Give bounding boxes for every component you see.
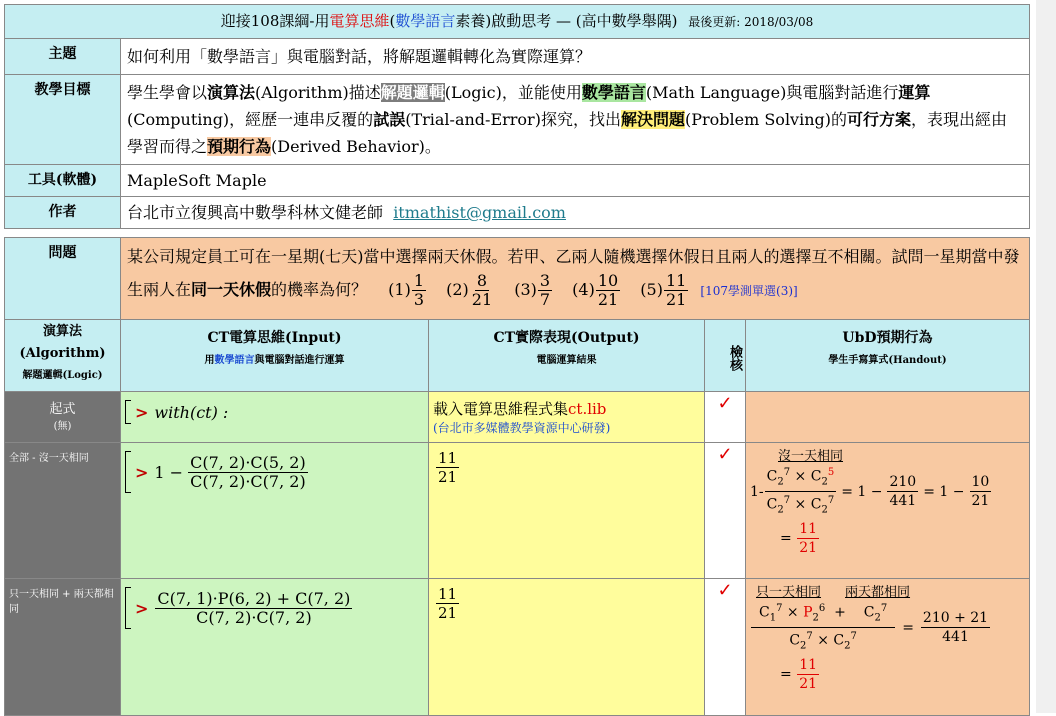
topic-text: 如何利用「數學語言」與電腦對話，將解題邏輯轉化為實際運算？: [121, 39, 1030, 75]
row-label: 起式 (無): [5, 392, 121, 443]
table-row: [5, 392, 1030, 443]
check-mark: ✓: [705, 392, 746, 443]
page-title: 迎接108課綱-用電算思維(數學語言素養)啟動思考 — (高中數學舉隅) 最後更新: 2018/03/08: [5, 5, 1030, 39]
author-email-link[interactable]: itmathist@gmail.com: [393, 203, 566, 222]
handout-cell: [746, 392, 1030, 443]
document: [4, 4, 1030, 716]
updated-date: 最後更新: 2018/03/08: [688, 15, 814, 29]
goal-text: 學生學會以演算法(Algorithm)描述解題邏輯(Logic)，並能使用數學語言(Math Language)與電腦對話進行運算(Computing)，經歷一連串反覆的試誤(Trial-and-Error)探究，找出解決問題(Problem Solving)的可行方案，表現出經由學習而得之預期行為(Derived Behavior)。: [121, 75, 1030, 165]
col-algorithm: 演算法 (Algorithm) 解題邏輯(Logic): [5, 320, 121, 392]
option-4: (4) $\frac{10}{21}$: [572, 271, 619, 309]
info-table: [4, 4, 1030, 229]
problem-text: 某公司規定員工可在一星期(七天)當中選擇兩天休假。若甲、乙兩人隨機選擇休假日且兩人的選擇互不相關。試問一星期當中發生兩人在同一天休假的機率為何？ (1) $\frac{1}{3}$ (2) $\frac{8}{21}$ (3) $\frac{3}{7}$ (4) $\frac{10}{21}$ (5) $\frac{11}{21}$ [107學測單選(3)]: [121, 238, 1030, 320]
output-cell: $\frac{11}{21}$: [429, 443, 705, 579]
output-cell: $\frac{11}{21}$: [429, 579, 705, 716]
input-cell[interactable]: > 1 − $\frac{C(7, 2)\cdot C(5, 2)}{C(7, 2)\cdot C(7, 2)}$: [121, 443, 429, 579]
option-1: (1) $\frac{1}{3}$: [388, 271, 424, 309]
option-5: (5) $\frac{11}{21}$: [640, 271, 687, 309]
col-ubd: UbD預期行為 學生手寫算式(Handout): [746, 320, 1030, 392]
scrollbar[interactable]: [1036, 0, 1056, 713]
handout-cell: 只一天相同 兩天都相同 $\frac{C_1^7 \times P_2^6 + C_2^7}{C_2^7 \times C_2^7}$ = $\frac{210 + 21}{441}$ = $\frac{11}{21}$: [746, 579, 1030, 716]
row-label: 只一天相同 + 兩天都相同: [5, 579, 121, 716]
table-row: [5, 443, 1030, 579]
check-mark: ✓: [705, 443, 746, 579]
goal-label: 教學目標: [5, 75, 121, 165]
table-row: [5, 579, 1030, 716]
col-input: CT電算思維(Input) 用數學語言與電腦對話進行運算: [121, 320, 429, 392]
row-label: 全部 - 沒一天相同: [5, 443, 121, 579]
option-3: (3) $\frac{3}{7}$: [514, 271, 551, 309]
topic-label: 主題: [5, 39, 121, 75]
author-text: 台北市立復興高中數學科林文健老師 itmathist@gmail.com: [121, 197, 1030, 229]
tool-text: MapleSoft Maple: [121, 165, 1030, 197]
option-2: (2) $\frac{8}{21}$: [446, 271, 493, 309]
check-mark: ✓: [705, 579, 746, 716]
input-cell[interactable]: > $\frac{C(7, 1)\cdot P(6, 2) + C(7, 2)}{C(7, 2)\cdot C(7, 2)}$: [121, 579, 429, 716]
handout-cell: 沒一天相同 1- $\frac{C_2^7 \times C_2^5}{C_2^7 \times C_2^7}$ = 1 − $\frac{210}{441}$ = 1 − $\frac{10}{21}$ = $\frac{11}{21}$: [746, 443, 1030, 579]
tool-label: 工具(軟體): [5, 165, 121, 197]
author-label: 作者: [5, 197, 121, 229]
problem-label: 問題: [5, 238, 121, 320]
problem-source: [107學測單選(3)]: [700, 284, 798, 298]
input-cell[interactable]: > with(ct) :: [121, 392, 429, 443]
output-cell: 載入電算思維程式集ct.lib (台北市多媒體教學資源中心研發): [429, 392, 705, 443]
solution-table: [4, 237, 1030, 716]
col-output: CT實際表現(Output) 電腦運算結果: [429, 320, 705, 392]
col-check: 檢核: [705, 320, 746, 392]
